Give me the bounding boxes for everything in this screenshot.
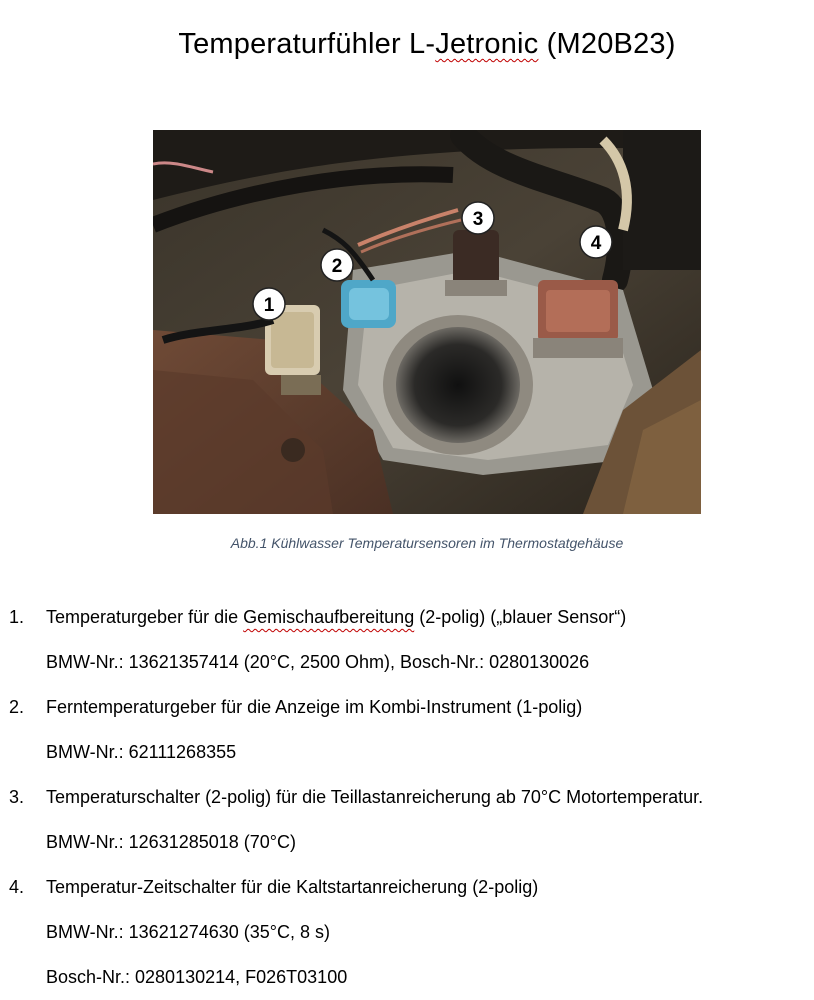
item-number: 3. [9, 787, 25, 807]
svg-text:2: 2 [331, 256, 343, 277]
item-description [46, 606, 626, 628]
svg-text:4: 4 [590, 233, 602, 254]
title-text-start: Temperaturfühler L- [178, 28, 436, 60]
item-description-end: (2-polig) („blauer Sensor“) [414, 607, 627, 627]
item-detail-text: BMW-Nr.: 12631285018 (70°C) [46, 832, 296, 852]
item-description: Temperatur-Zeitschalter für die Kaltstartanreicherung (2-polig) [46, 877, 539, 897]
engine-photo [153, 130, 701, 514]
item-number: 1. [9, 607, 25, 627]
item-detail-text: BMW-Nr.: 13621357414 (20°C, 2500 Ohm), Bosch-Nr.: 0280130026 [46, 652, 590, 672]
marker-3 [462, 202, 494, 234]
item-detail-text: BMW-Nr.: 13621274630 (35°C, 8 s) [46, 922, 331, 942]
svg-text:1: 1 [263, 295, 275, 316]
item-description-start: Temperaturgeber für die [46, 607, 244, 627]
item-detail-text: Bosch-Nr.: 0280130214, F026T03100 [46, 967, 348, 987]
marker-2 [321, 249, 353, 281]
page-title [0, 28, 814, 61]
item-number: 2. [9, 697, 25, 717]
figure-caption: Abb.1 Kühlwasser Temperatursensoren im Thermostatgehäuse [230, 535, 624, 551]
item-detail-text: BMW-Nr.: 62111268355 [46, 742, 237, 762]
marker-4 [580, 226, 612, 258]
item-description: Ferntemperaturgeber für die Anzeige im Kombi-Instrument (1-polig) [46, 697, 583, 717]
marker-1 [253, 288, 285, 320]
title-spellcheck-word: Jetronic [435, 28, 539, 60]
item-description: Temperaturschalter (2-polig) für die Teillastanreicherung ab 70°C Motortemperatur. [46, 787, 704, 807]
item-spellcheck-word: Gemischaufbereitung [243, 607, 415, 627]
svg-text:3: 3 [472, 209, 484, 230]
title-text-end: (M20B23) [538, 28, 676, 60]
item-number: 4. [9, 877, 25, 897]
